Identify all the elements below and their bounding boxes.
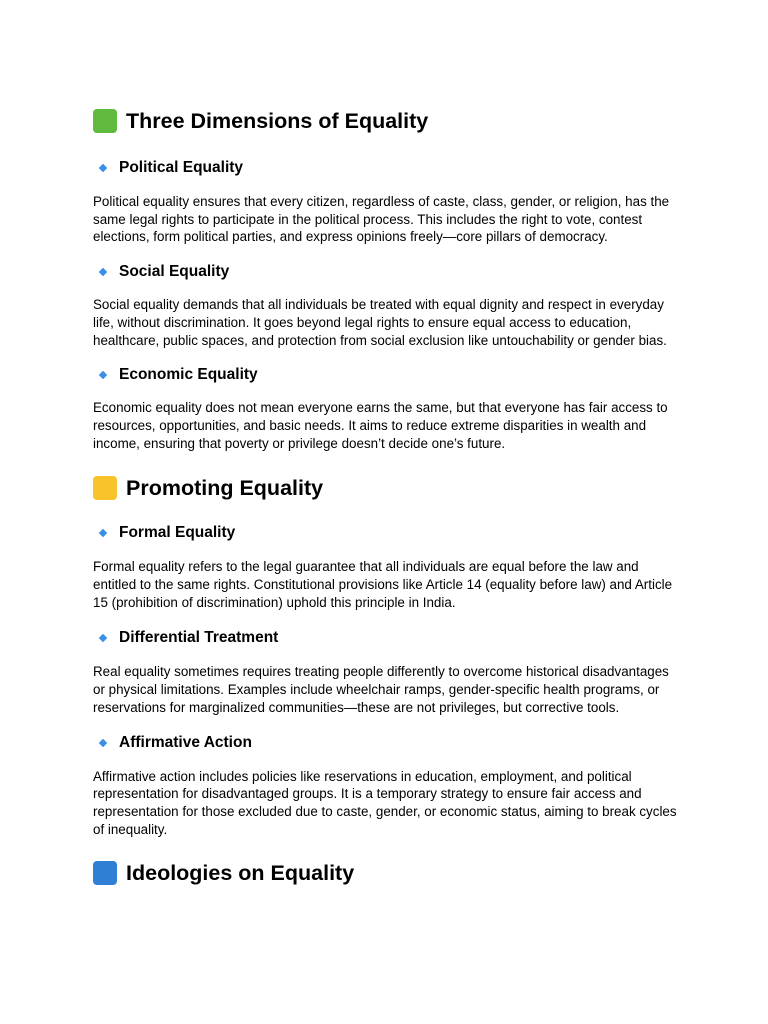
paragraph-political-equality: Political equality ensures that every citizen, regardless of caste, class, gender, or religion, has the same legal rights to participate in the political process. This includes the right to vote, contest elections, form political parties, and express opinions freely—core pillars of democracy. (93, 194, 670, 245)
subheading-social-equality (93, 262, 683, 282)
section-title-text: Three Dimensions of Equality (126, 109, 429, 133)
section-title-ideologies-on-equality (93, 858, 683, 888)
section-title-text: Promoting Equality (126, 476, 324, 501)
yellow-square-icon (93, 476, 117, 500)
subheading-text: Social Equality (119, 263, 230, 281)
blue-diamond-icon (99, 738, 107, 746)
subheading-text: Formal Equality (119, 524, 236, 542)
subheading-affirmative-action (93, 733, 683, 753)
document-page (93, 106, 683, 888)
subheading-text: Differential Treatment (119, 629, 279, 647)
paragraph-formal-equality: Formal equality refers to the legal guarantee that all individuals are equal before the law and entitled to the same rights. Constitutional provisions like Article 14 (equality before law) and Article 15 (prohibition of discrimination) uphold this principle in India. (93, 559, 673, 610)
green-square-icon (93, 109, 117, 133)
subheading-political-equality (93, 158, 683, 178)
paragraph-social-equality: Social equality demands that all individuals be treated with equal dignity and respect in everyday life, without discrimination. It goes beyond legal rights to ensure equal access to education, healthcare, public spaces, and protection from social exclusion like untouchability or gender bias. (93, 297, 667, 348)
blue-diamond-icon (99, 634, 107, 642)
section-title-promoting-equality (93, 473, 683, 503)
subheading-economic-equality (93, 365, 683, 385)
paragraph-economic-equality: Economic equality does not mean everyone earns the same, but that everyone has fair access to resources, opportunities, and basic needs. It aims to reduce extreme disparities in wealth and income, ensuring that poverty or privilege doesn’t decide one’s future. (93, 400, 668, 451)
paragraph-affirmative-action: Affirmative action includes policies like reservations in education, employment, and political representation for disadvantaged groups. It is a temporary strategy to ensure fair access and representation for those excluded due to caste, gender, or economic status, aiming to break cycles of inequality. (93, 768, 677, 837)
paragraph-differential-treatment: Real equality sometimes requires treating people differently to overcome historical disadvantages or physical limitations. Examples include wheelchair ramps, gender-specific health programs, or reservations for marginalized communities—these are not privileges, but corrective tools. (93, 664, 669, 715)
subheading-differential-treatment (93, 628, 683, 648)
subheading-text: Affirmative Action (119, 733, 252, 751)
subheading-formal-equality (93, 523, 683, 543)
blue-diamond-icon (99, 371, 107, 379)
section-title-three-dimensions (93, 106, 683, 136)
blue-diamond-icon (99, 529, 107, 537)
blue-diamond-icon (99, 268, 107, 276)
blue-diamond-icon (99, 164, 107, 172)
subheading-text: Political Equality (119, 159, 244, 176)
section-title-text: Ideologies on Equality (126, 861, 355, 886)
blue-square-icon (93, 861, 117, 885)
subheading-text: Economic Equality (119, 366, 258, 384)
